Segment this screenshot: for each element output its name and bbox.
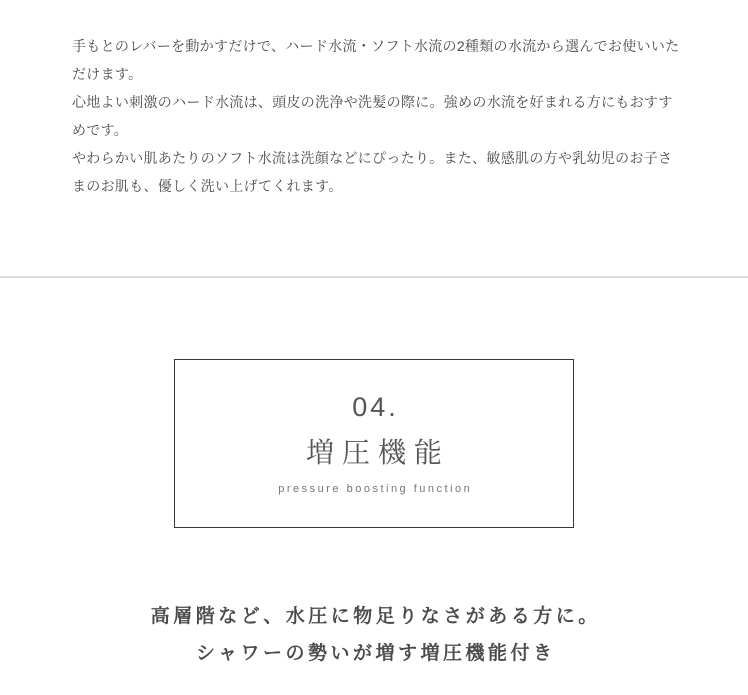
section-divider	[0, 276, 748, 278]
feature-section	[0, 286, 748, 672]
feature-heading-card	[174, 359, 574, 528]
intro-paragraph-2: 心地よい刺激のハード水流は、頭皮の洗浄や洗髪の際に。強めの水流を好まれる方にもおすすめです。	[72, 94, 673, 138]
intro-paragraph-3: やわらかい肌あたりのソフト水流は洗顔などにぴったり。また、敏感肌の方や乳幼児のお子さまのお肌も、優しく洗い上げてくれます。	[72, 150, 673, 194]
feature-tagline	[0, 598, 748, 672]
feature-number: 04.	[352, 392, 399, 422]
intro-section	[0, 0, 748, 200]
feature-title-japanese: 増圧機能	[305, 437, 450, 468]
intro-paragraph-1: 手もとのレバーを動かすだけで、ハード水流・ソフト水流の2種類の水流から選んでお使いいただけます。	[72, 38, 680, 82]
feature-tagline-line-1: 高層階など、水圧に物足りなさがある方に。	[150, 606, 601, 627]
feature-tagline-line-2: シャワーの勢いが増す増圧機能付き	[195, 643, 556, 664]
feature-title-english: pressure boosting function	[278, 483, 473, 495]
